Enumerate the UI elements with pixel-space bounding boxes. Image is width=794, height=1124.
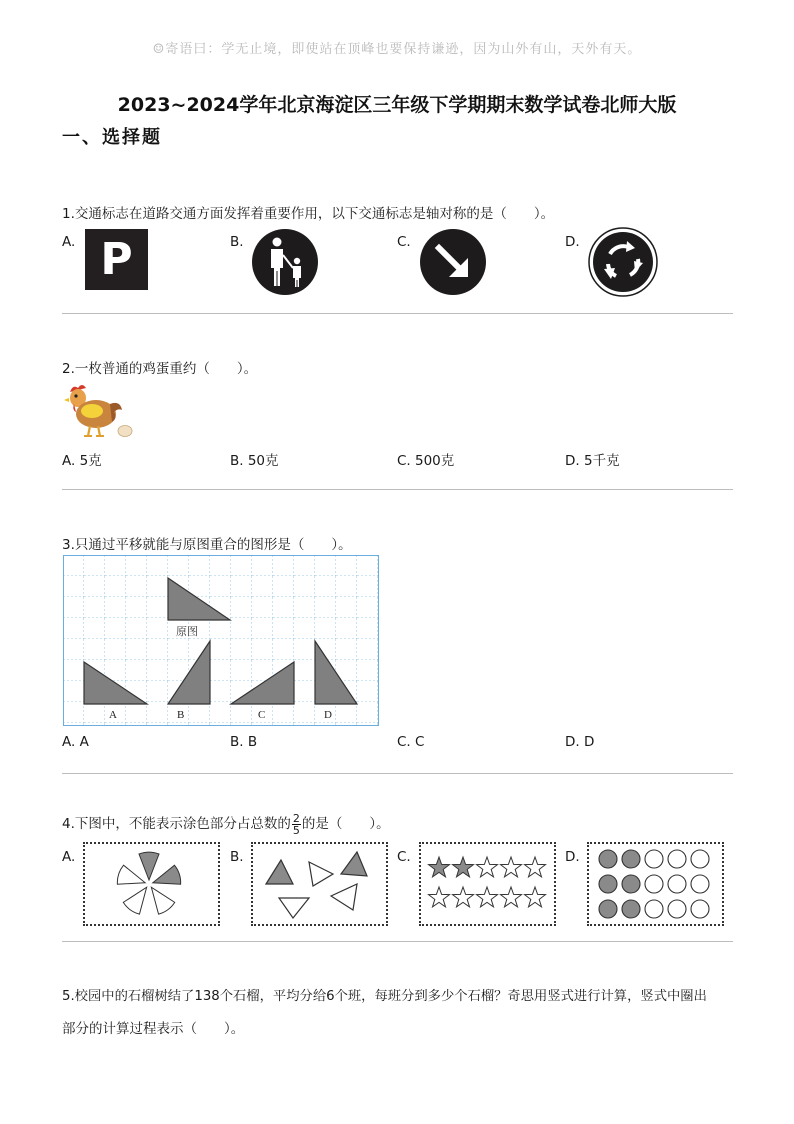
question-2-stem: 2.一枚普通的鸡蛋重约（ ）。 <box>62 361 258 377</box>
q3-option-d[interactable]: D. D <box>565 734 595 750</box>
roundabout-sign-icon <box>588 227 658 297</box>
divider-1 <box>62 313 733 314</box>
q4-option-c-label[interactable]: C. <box>397 849 411 865</box>
q3-option-a[interactable]: A. A <box>62 734 89 750</box>
q4-box-c[interactable] <box>419 842 556 926</box>
divider-2 <box>62 489 733 490</box>
stars-figure <box>421 844 554 924</box>
shape-c-label: C <box>258 709 266 721</box>
question-3-stem: 3.只通过平移就能与原图重合的图形是（ ）。 <box>62 537 352 553</box>
question-1-stem: 1.交通标志在道路交通方面发挥着重要作用，以下交通标志是轴对称的是（ ）。 <box>62 206 555 222</box>
shape-b-label: B <box>177 709 185 721</box>
q4-box-b[interactable] <box>251 842 388 926</box>
pedestrian-sign-icon <box>251 228 319 296</box>
section-heading: 一、选择题 <box>62 127 162 148</box>
fan-petals-figure <box>85 844 218 924</box>
q4-stem-after: 的是（ ）。 <box>301 816 390 832</box>
parking-sign-letter: P <box>100 234 133 285</box>
q4-option-d-label[interactable]: D. <box>565 849 580 865</box>
q1-option-c-label[interactable]: C. <box>397 234 411 250</box>
question-5-line-1: 5.校园中的石榴树结了138个石榴，平均分给6个班，每班分到多少个石榴？奇思用竖式进行计算，竖式中圈出 <box>62 989 707 1004</box>
q4-stem-before: 4.下图中，不能表示涂色部分占总数的 <box>62 816 291 832</box>
divider-3 <box>62 773 733 774</box>
shape-a-label: A <box>109 709 117 721</box>
q1-option-a-label[interactable]: A. <box>62 234 76 250</box>
q3-option-c[interactable]: C. C <box>397 734 425 750</box>
page-title: 2023~2024学年北京海淀区三年级下学期期末数学试卷北师大版 <box>117 94 677 116</box>
header-motto: ☺寄语曰：学无止境，即使站在顶峰也要保持谦逊，因为山外有山，天外有天。 <box>152 42 642 57</box>
q2-option-c[interactable]: C. 500克 <box>397 453 455 469</box>
q4-box-d[interactable] <box>587 842 724 926</box>
fraction-denominator: 5 <box>292 823 300 837</box>
parking-sign-icon <box>85 229 148 290</box>
fraction-two-fifths <box>292 813 301 836</box>
q2-option-a[interactable]: A. 5克 <box>62 453 102 469</box>
q1-option-b-label[interactable]: B. <box>230 234 244 250</box>
q4-option-b-label[interactable]: B. <box>230 849 244 865</box>
shape-d-label: D <box>324 709 332 721</box>
circles-grid-figure <box>589 844 722 924</box>
question-4-stem <box>62 812 390 836</box>
original-label: 原图 <box>176 626 198 638</box>
q1-option-d-label[interactable]: D. <box>565 234 580 250</box>
q2-option-b[interactable]: B. 50克 <box>230 453 279 469</box>
q4-option-a-label[interactable]: A. <box>62 849 76 865</box>
arrow-down-right-sign-icon <box>419 228 487 296</box>
q3-option-b[interactable]: B. B <box>230 734 258 750</box>
question-5-line-2: 部分的计算过程表示（ ）。 <box>62 1021 245 1037</box>
translation-grid-figure <box>63 555 379 726</box>
q2-option-d[interactable]: D. 5千克 <box>565 453 620 469</box>
fraction-numerator: 2 <box>292 811 300 825</box>
scattered-triangles-figure <box>253 844 386 924</box>
q4-box-a[interactable] <box>83 842 220 926</box>
hen-with-egg-icon <box>62 380 136 440</box>
divider-4 <box>62 941 733 942</box>
